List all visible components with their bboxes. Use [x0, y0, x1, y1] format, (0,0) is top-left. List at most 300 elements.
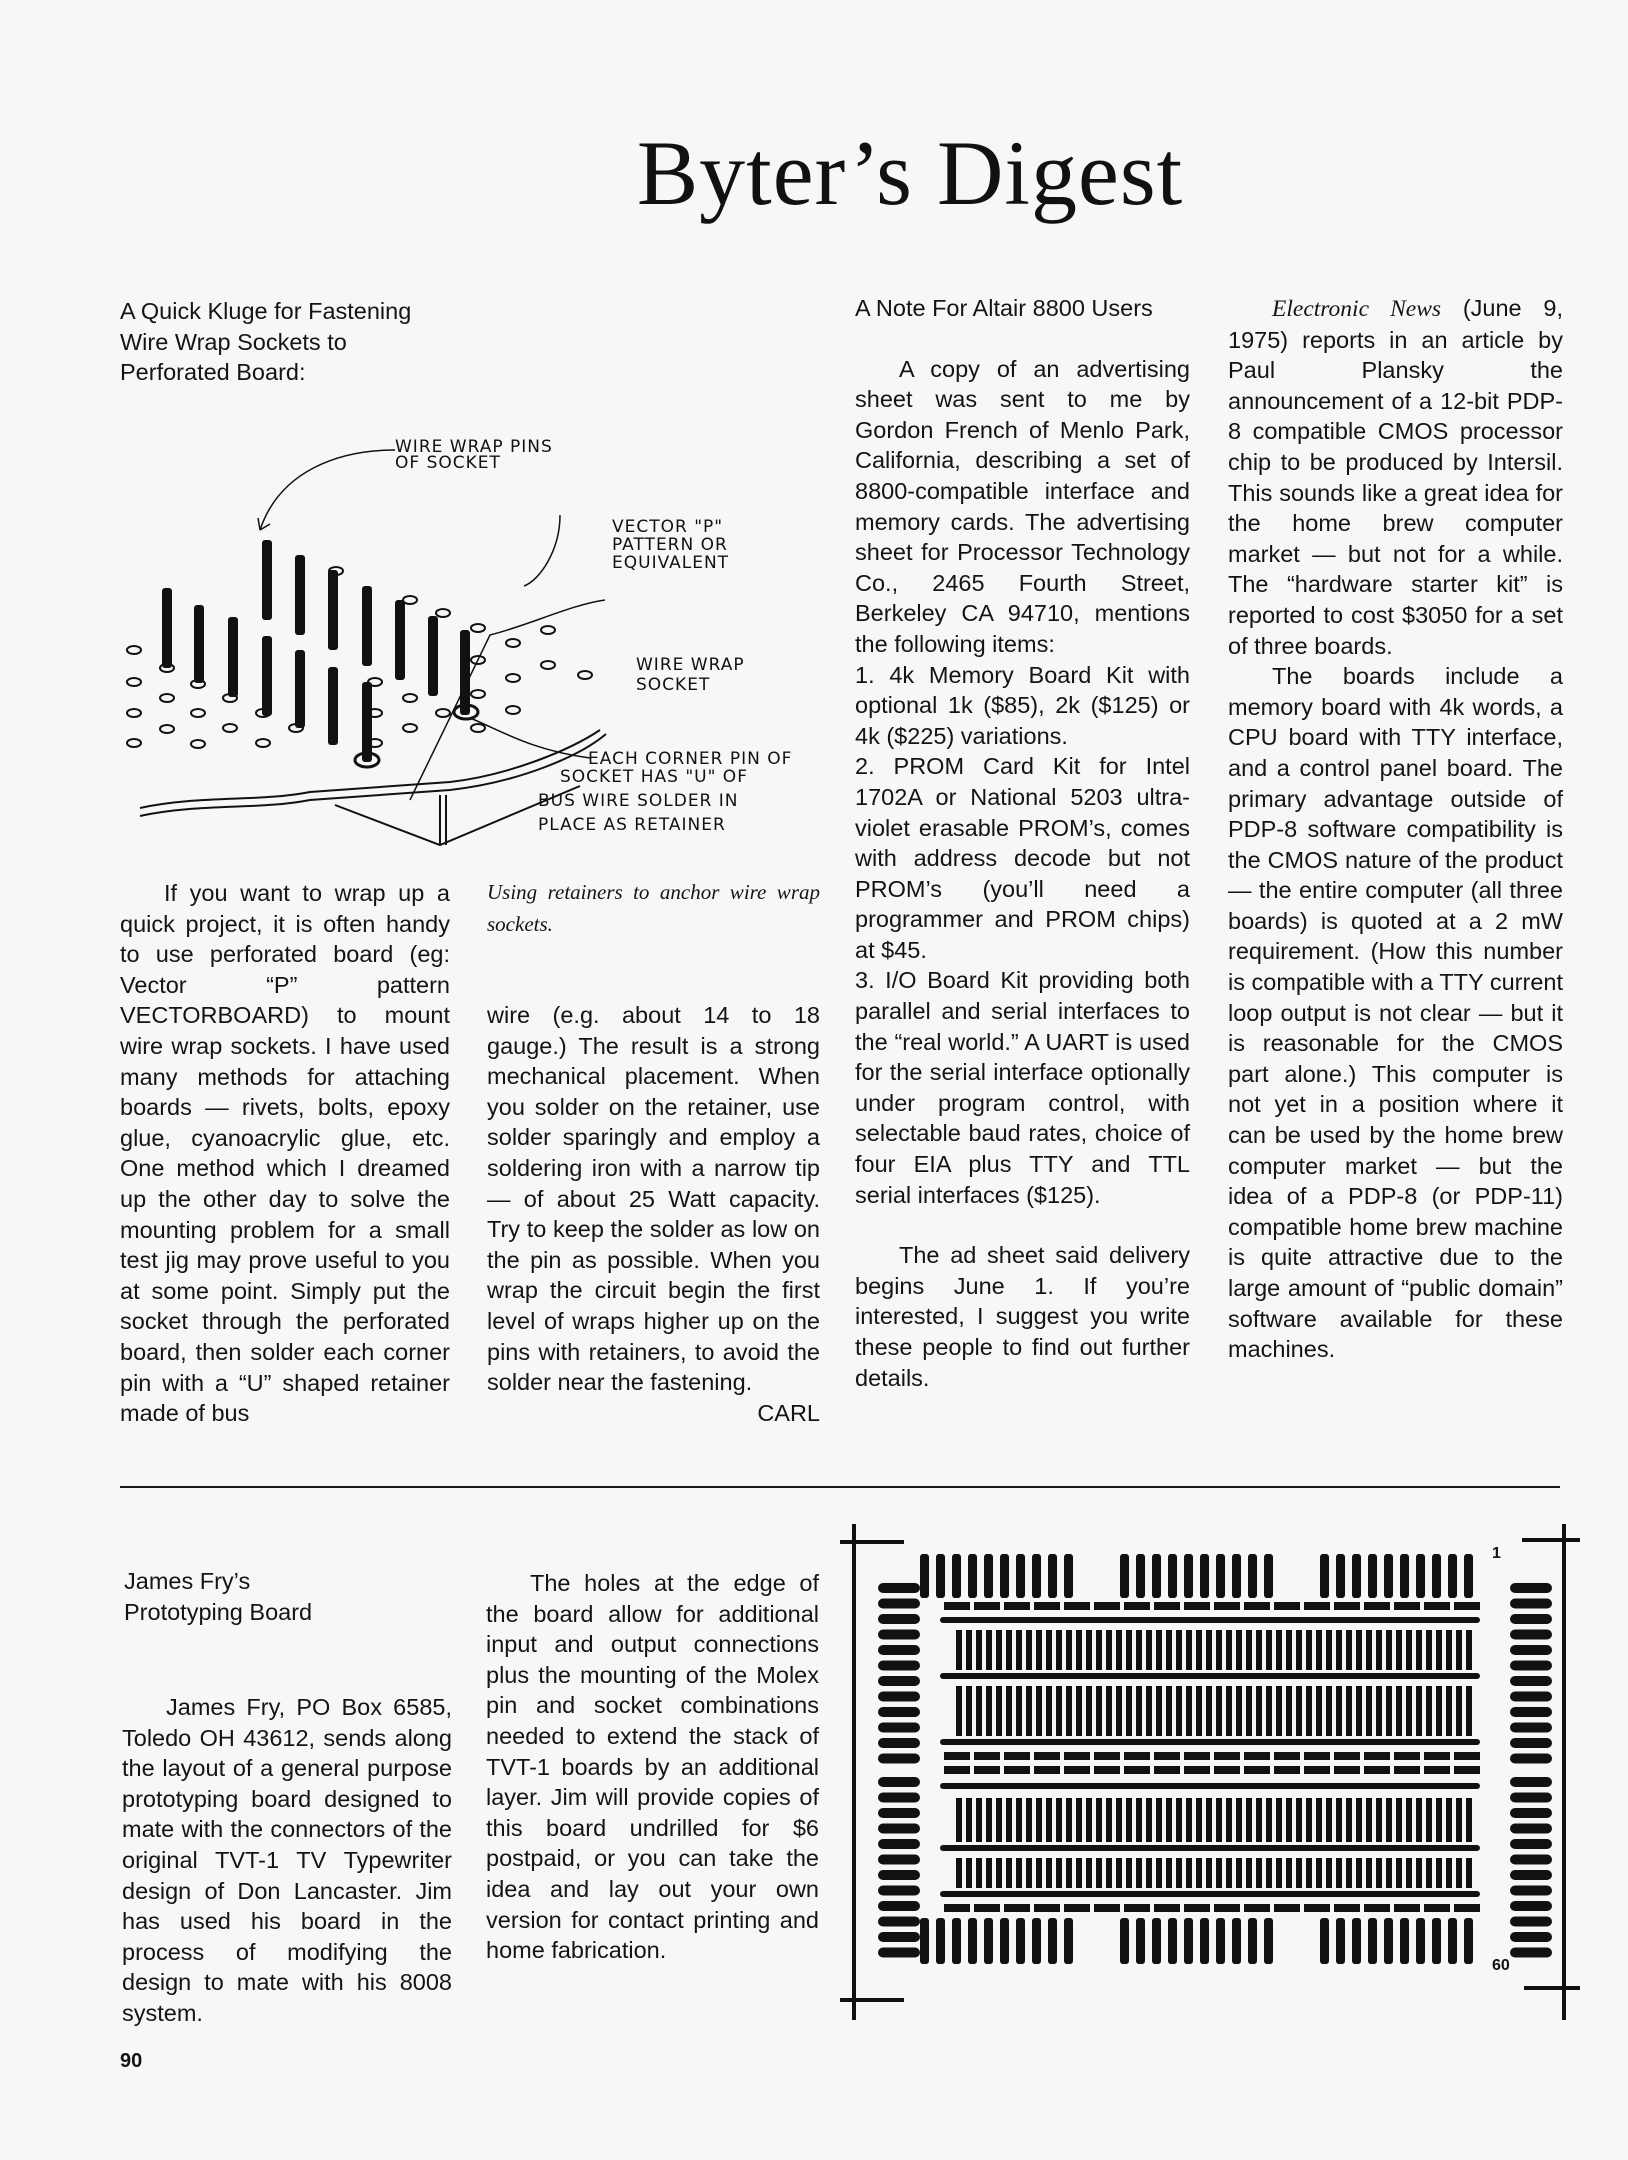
- ic-strip: [1176, 1798, 1182, 1842]
- bus-segment: [974, 1766, 1000, 1774]
- ic-strip: [1276, 1630, 1282, 1670]
- ic-strip: [1356, 1686, 1362, 1736]
- connector-finger-top: [952, 1554, 961, 1598]
- ic-strip: [1446, 1686, 1452, 1736]
- fry-heading-line1: James Fry’s: [124, 1568, 251, 1594]
- edge-pad-right: [1510, 1901, 1552, 1911]
- ic-strip: [1246, 1798, 1252, 1842]
- ic-strip: [1106, 1798, 1112, 1842]
- ic-strip: [1246, 1630, 1252, 1670]
- ic-strip: [1336, 1630, 1342, 1670]
- connector-finger-bottom: [1048, 1918, 1057, 1964]
- edge-pad-left: [878, 1901, 920, 1911]
- ic-strip: [1246, 1858, 1252, 1888]
- ic-strip: [976, 1630, 982, 1670]
- bus-segment: [1064, 1752, 1090, 1760]
- ic-strip: [1216, 1798, 1222, 1842]
- ic-strip: [1296, 1858, 1302, 1888]
- ic-strip: [1046, 1798, 1052, 1842]
- ic-strip: [1406, 1686, 1412, 1736]
- connector-finger-bottom: [1352, 1918, 1361, 1964]
- bus-line: [940, 1617, 1480, 1623]
- ic-strip: [1246, 1686, 1252, 1736]
- bus-segment: [1184, 1904, 1210, 1912]
- ic-strip: [1206, 1798, 1212, 1842]
- bus-line: [940, 1783, 1480, 1789]
- ic-strip: [1306, 1858, 1312, 1888]
- edge-pad-left: [878, 1808, 920, 1818]
- connector-finger-top: [1352, 1554, 1361, 1598]
- bus-segment: [1364, 1766, 1390, 1774]
- ic-strip: [1426, 1858, 1432, 1888]
- bus-segment: [1214, 1752, 1240, 1760]
- ic-strip: [1316, 1858, 1322, 1888]
- ic-strip: [996, 1686, 1002, 1736]
- connector-finger-bottom: [1200, 1918, 1209, 1964]
- ic-strip: [1436, 1630, 1442, 1670]
- edge-pad-left: [878, 1614, 920, 1624]
- bus-segment: [1214, 1904, 1240, 1912]
- ic-strip: [1256, 1630, 1262, 1670]
- ic-strip: [1106, 1630, 1112, 1670]
- bus-segment: [1334, 1904, 1360, 1912]
- kluge-paragraph-1: If you want to wrap up a quick project, it is often handy to use perforated board (eg: Vector “P” pattern VECTORBOARD) to mount wire wrap sockets. I have used many methods for attaching boards — rivets, bolts, epoxy glue, cyanoacrylic glue, etc. One method which I dreamed up the other day to solve the mounting problem for a small test jig may prove useful to you at some point. Simply put the socket through the perforated board, then solder each corner pin with a “U” shaped retainer made of bus: [120, 880, 450, 1427]
- bus-segment: [1184, 1752, 1210, 1760]
- ic-strip: [1136, 1686, 1142, 1736]
- ic-strip: [1106, 1686, 1112, 1736]
- ic-strip: [1016, 1858, 1022, 1888]
- edge-pad-right: [1510, 1855, 1552, 1865]
- bus-segment: [1004, 1904, 1030, 1912]
- ic-strip: [1166, 1686, 1172, 1736]
- ic-strip: [1456, 1798, 1462, 1842]
- ic-strip: [1006, 1686, 1012, 1736]
- connector-finger-bottom: [1400, 1918, 1409, 1964]
- ic-strip: [1096, 1858, 1102, 1888]
- ic-strip: [1326, 1858, 1332, 1888]
- bus-segment: [1124, 1904, 1150, 1912]
- edge-pad-left: [878, 1839, 920, 1849]
- bus-segment: [944, 1766, 970, 1774]
- ic-strip: [1146, 1686, 1152, 1736]
- label-socket-1: WIRE WRAP: [636, 655, 745, 675]
- ic-strip: [1286, 1798, 1292, 1842]
- bus-segment: [1034, 1752, 1060, 1760]
- ic-strip: [1016, 1630, 1022, 1670]
- edge-pad-right: [1510, 1886, 1552, 1896]
- ic-strip: [976, 1798, 982, 1842]
- ic-strip: [1326, 1798, 1332, 1842]
- ic-strip: [1206, 1686, 1212, 1736]
- ic-strip: [1126, 1858, 1132, 1888]
- edge-pad-left: [878, 1645, 920, 1655]
- connector-finger-bottom: [1064, 1918, 1073, 1964]
- ic-strip: [1266, 1630, 1272, 1670]
- edge-pad-left: [878, 1870, 920, 1880]
- altair-closing: The ad sheet said delivery begins June 1. If you’re interested, I suggest you write these people to find out further details.: [855, 1242, 1190, 1391]
- ic-strip: [1316, 1686, 1322, 1736]
- connector-finger-top: [1320, 1554, 1329, 1598]
- ic-strip: [1226, 1798, 1232, 1842]
- ic-strip: [1346, 1798, 1352, 1842]
- ic-strip: [996, 1630, 1002, 1670]
- bus-segment: [1064, 1904, 1090, 1912]
- ic-strip: [1176, 1630, 1182, 1670]
- bus-segment: [1394, 1752, 1420, 1760]
- connector-finger-top: [1384, 1554, 1393, 1598]
- bus-segment: [1184, 1602, 1210, 1610]
- ic-strip: [1406, 1798, 1412, 1842]
- ic-strip: [1196, 1686, 1202, 1736]
- ic-strip: [1326, 1630, 1332, 1670]
- bus-segment: [1034, 1766, 1060, 1774]
- fry-paragraph-1: James Fry, PO Box 6585, Toledo OH 43612, sends along the layout of a general purpose prototyping board designed to mate with the connectors of the original TVT-1 TV Typewriter design of Don Lancaster. Jim has used his board in the process of modifying the design to mate with his 8008 system.: [122, 1694, 452, 2026]
- connector-finger-top: [1200, 1554, 1209, 1598]
- ic-strip: [956, 1858, 962, 1888]
- ic-strip: [1066, 1630, 1072, 1670]
- ic-strip: [1406, 1858, 1412, 1888]
- edge-pad-right: [1510, 1630, 1552, 1640]
- ic-strip: [1056, 1630, 1062, 1670]
- ic-strip: [1116, 1858, 1122, 1888]
- ic-strip: [1386, 1798, 1392, 1842]
- ic-strip: [1356, 1798, 1362, 1842]
- connector-finger-top: [936, 1554, 945, 1598]
- connector-finger-top: [1064, 1554, 1073, 1598]
- connector-finger-top: [1416, 1554, 1425, 1598]
- ic-strip: [1286, 1630, 1292, 1670]
- connector-finger-bottom: [1032, 1918, 1041, 1964]
- ic-strip: [1076, 1858, 1082, 1888]
- bus-segment: [944, 1752, 970, 1760]
- ic-strip: [1056, 1858, 1062, 1888]
- ic-strip: [1056, 1686, 1062, 1736]
- ic-strip: [1066, 1686, 1072, 1736]
- connector-finger-top: [1368, 1554, 1377, 1598]
- bus-segment: [1274, 1752, 1300, 1760]
- ic-strip: [1026, 1686, 1032, 1736]
- altair-article: [855, 293, 1190, 1393]
- ic-strip: [976, 1686, 982, 1736]
- connector-finger-top: [1336, 1554, 1345, 1598]
- bus-segment: [1124, 1766, 1150, 1774]
- bus-segment: [974, 1904, 1000, 1912]
- connector-finger-top: [1400, 1554, 1409, 1598]
- ic-strip: [1386, 1686, 1392, 1736]
- bus-segment: [1424, 1766, 1450, 1774]
- ic-strip: [1026, 1798, 1032, 1842]
- ic-strip: [986, 1686, 992, 1736]
- ic-strip: [1236, 1630, 1242, 1670]
- page-title: Byter’s Digest: [636, 122, 1184, 224]
- ic-strip: [1066, 1798, 1072, 1842]
- ic-strip: [1326, 1686, 1332, 1736]
- ic-strip: [1136, 1798, 1142, 1842]
- pdp8-paragraph-1-text: (June 9, 1975) reports in an article by Paul Plansky the announcement of a 12-bit PDP-8 compatible CMOS processor chip to be produced by Intersil. This sounds like a great idea for the home brew computer market — but not for a while. The “hardware starter kit” is reported to cost $3050 for a set of three boards.: [1228, 295, 1563, 659]
- ic-strip: [976, 1858, 982, 1888]
- bus-segment: [944, 1602, 970, 1610]
- label-corner-3: BUS WIRE SOLDER IN: [538, 791, 739, 811]
- bus-segment: [1124, 1752, 1150, 1760]
- ic-strip: [1186, 1630, 1192, 1670]
- ic-strip: [1286, 1858, 1292, 1888]
- connector-finger-top: [1152, 1554, 1161, 1598]
- connector-finger-bottom: [1368, 1918, 1377, 1964]
- ic-strip: [1416, 1858, 1422, 1888]
- ic-strip: [1456, 1630, 1462, 1670]
- ic-strip: [966, 1630, 972, 1670]
- ic-strip: [1046, 1858, 1052, 1888]
- bus-segment: [1154, 1766, 1180, 1774]
- ic-strip: [1006, 1630, 1012, 1670]
- ic-strip: [1136, 1858, 1142, 1888]
- ic-strip: [1156, 1686, 1162, 1736]
- connector-finger-bottom: [1464, 1918, 1473, 1964]
- connector-finger-top: [984, 1554, 993, 1598]
- connector-finger-bottom: [1232, 1918, 1241, 1964]
- ic-strip: [956, 1798, 962, 1842]
- ic-strip: [1396, 1798, 1402, 1842]
- bus-segment: [1004, 1602, 1030, 1610]
- ic-strip: [1306, 1686, 1312, 1736]
- ic-strip: [1076, 1798, 1082, 1842]
- ic-strip: [1336, 1858, 1342, 1888]
- ic-strip: [1216, 1686, 1222, 1736]
- bus-segment: [1034, 1602, 1060, 1610]
- bus-segment: [1364, 1602, 1390, 1610]
- ic-strip: [1146, 1858, 1152, 1888]
- bus-segment: [1034, 1904, 1060, 1912]
- ic-strip: [986, 1858, 992, 1888]
- bus-segment: [974, 1752, 1000, 1760]
- edge-pad-left: [878, 1661, 920, 1671]
- ic-strip: [1456, 1686, 1462, 1736]
- edge-pad-right: [1510, 1917, 1552, 1927]
- bus-segment: [1214, 1766, 1240, 1774]
- ic-strip: [1276, 1858, 1282, 1888]
- ic-strip: [986, 1798, 992, 1842]
- bus-segment: [1304, 1602, 1330, 1610]
- bus-segment: [1094, 1766, 1120, 1774]
- kluge-heading: A Quick Kluge for Fastening Wire Wrap Sockets to Perforated Board:: [120, 298, 412, 386]
- connector-finger-top: [1048, 1554, 1057, 1598]
- ic-strip: [1116, 1798, 1122, 1842]
- ic-strip: [1236, 1686, 1242, 1736]
- ic-strip: [1036, 1798, 1042, 1842]
- edge-pad-left: [878, 1917, 920, 1927]
- ic-strip: [956, 1630, 962, 1670]
- ic-strip: [1346, 1630, 1352, 1670]
- label-corner-2: SOCKET HAS "U" OF: [560, 767, 748, 787]
- edge-pad-right: [1510, 1824, 1552, 1834]
- bus-segment: [1004, 1752, 1030, 1760]
- connector-finger-bottom: [984, 1918, 993, 1964]
- ic-strip: [1466, 1858, 1472, 1888]
- ic-strip: [996, 1798, 1002, 1842]
- ic-strip: [1426, 1630, 1432, 1670]
- ic-strip: [1276, 1686, 1282, 1736]
- bus-segment: [1274, 1766, 1300, 1774]
- connector-finger-top: [1120, 1554, 1129, 1598]
- label-socket-2: SOCKET: [636, 675, 711, 695]
- bus-segment: [1424, 1602, 1450, 1610]
- ic-strip: [1236, 1858, 1242, 1888]
- ic-strip: [1126, 1630, 1132, 1670]
- ic-strip: [1296, 1686, 1302, 1736]
- connector-finger-bottom: [936, 1918, 945, 1964]
- prototyping-board-layout: [840, 1510, 1580, 2030]
- edge-pad-left: [878, 1824, 920, 1834]
- ic-strip: [1256, 1686, 1262, 1736]
- altair-item-3: 3. I/O Board Kit providing both parallel and serial interfaces to the “real world.” A UART is used for the serial interface optionally under program control, with selectable baud rates, choice of four EIA plus TTY and TTL serial interfaces ($125).: [855, 967, 1190, 1208]
- ic-strip: [1096, 1686, 1102, 1736]
- ic-strip: [1406, 1630, 1412, 1670]
- ic-strip: [1266, 1686, 1272, 1736]
- edge-pad-right: [1510, 1614, 1552, 1624]
- kluge-paragraph-2: wire (e.g. about 14 to 18 gauge.) The result is a strong mechanical placement. When you solder on the retainer, use solder sparingly and employ a soldering iron with a narrow tip — of about 25 Watt capacity. Try to keep the solder as low on the pin as possible. When you wrap the circuit begin the first level of wraps higher up on the pins with retainers, to avoid the solder near the fastening.: [487, 1002, 820, 1396]
- ic-strip: [1096, 1798, 1102, 1842]
- bus-segment: [1334, 1752, 1360, 1760]
- edge-pad-left: [878, 1948, 920, 1958]
- connector-finger-bottom: [1216, 1918, 1225, 1964]
- ic-strip: [1106, 1858, 1112, 1888]
- ic-strip: [1376, 1686, 1382, 1736]
- ic-strip: [1196, 1858, 1202, 1888]
- connector-finger-top: [1016, 1554, 1025, 1598]
- edge-pad-right: [1510, 1738, 1552, 1748]
- ic-strip: [1366, 1630, 1372, 1670]
- ic-strip: [1176, 1858, 1182, 1888]
- bus-segment: [1304, 1904, 1330, 1912]
- fry-body-col1: [122, 1692, 452, 2029]
- connector-finger-top: [1232, 1554, 1241, 1598]
- ic-strip: [1166, 1798, 1172, 1842]
- label-vector-3: EQUIVALENT: [612, 553, 730, 573]
- ic-strip: [1156, 1798, 1162, 1842]
- ic-strip: [1036, 1858, 1042, 1888]
- edge-pad-right: [1510, 1661, 1552, 1671]
- ic-strip: [1366, 1798, 1372, 1842]
- ic-strip: [1116, 1686, 1122, 1736]
- ic-strip: [1216, 1858, 1222, 1888]
- ic-strip: [1186, 1858, 1192, 1888]
- ic-strip: [1336, 1686, 1342, 1736]
- ic-strip: [1186, 1798, 1192, 1842]
- connector-finger-top: [968, 1554, 977, 1598]
- ic-strip: [1466, 1798, 1472, 1842]
- fry-body-col2: [486, 1568, 819, 1966]
- ic-strip: [1076, 1686, 1082, 1736]
- ic-strip: [1126, 1686, 1132, 1736]
- ic-strip: [1296, 1630, 1302, 1670]
- ic-strip: [1296, 1798, 1302, 1842]
- edge-pad-left: [878, 1707, 920, 1717]
- pin-1-label: 1: [1492, 1545, 1501, 1562]
- ic-strip: [1436, 1798, 1442, 1842]
- kluge-signature: CARL: [757, 1399, 820, 1426]
- connector-finger-top: [1000, 1554, 1009, 1598]
- edge-pad-right: [1510, 1707, 1552, 1717]
- bus-segment: [944, 1904, 970, 1912]
- connector-finger-bottom: [1168, 1918, 1177, 1964]
- edge-pad-right: [1510, 1599, 1552, 1609]
- ic-strip: [1416, 1686, 1422, 1736]
- connector-finger-bottom: [952, 1918, 961, 1964]
- ic-strip: [1146, 1630, 1152, 1670]
- ic-strip: [1376, 1630, 1382, 1670]
- ic-strip: [1446, 1798, 1452, 1842]
- bus-line: [940, 1673, 1480, 1679]
- ic-strip: [1466, 1686, 1472, 1736]
- ic-strip: [1036, 1686, 1042, 1736]
- ic-strip: [1016, 1798, 1022, 1842]
- ic-strip: [966, 1686, 972, 1736]
- connector-finger-bottom: [1152, 1918, 1161, 1964]
- ic-strip: [1426, 1798, 1432, 1842]
- ic-strip: [1386, 1630, 1392, 1670]
- bus-segment: [1094, 1904, 1120, 1912]
- edge-pad-left: [878, 1583, 920, 1593]
- connector-finger-top: [1184, 1554, 1193, 1598]
- label-vector-1: VECTOR "P": [612, 517, 724, 537]
- ic-strip: [1156, 1630, 1162, 1670]
- ic-strip: [1456, 1858, 1462, 1888]
- ic-strip: [966, 1858, 972, 1888]
- bus-segment: [1364, 1904, 1390, 1912]
- connector-finger-top: [1136, 1554, 1145, 1598]
- ic-strip: [1466, 1630, 1472, 1670]
- ic-strip: [1186, 1686, 1192, 1736]
- ic-strip: [1206, 1630, 1212, 1670]
- ic-strip: [1286, 1686, 1292, 1736]
- connector-finger-bottom: [1120, 1918, 1129, 1964]
- ic-strip: [1006, 1798, 1012, 1842]
- ic-strip: [1396, 1630, 1402, 1670]
- ic-strip: [1036, 1630, 1042, 1670]
- ic-strip: [1046, 1630, 1052, 1670]
- ic-strip: [1146, 1798, 1152, 1842]
- bus-line: [940, 1739, 1480, 1745]
- edge-pad-right: [1510, 1777, 1552, 1787]
- ic-strip: [1366, 1858, 1372, 1888]
- kluge-body-col2: [487, 1000, 820, 1428]
- fry-paragraph-2: The holes at the edge of the board allow for additional input and output connections plus the mounting of the Molex pin and socket combinations needed to extend the stack of TVT-1 boards by an additional layer. Jim will provide copies of this board undrilled for $6 postpaid, or you can take the idea and lay out your own version for contact printing and home fabrication.: [486, 1570, 819, 1964]
- ic-strip: [1336, 1798, 1342, 1842]
- edge-pad-right: [1510, 1839, 1552, 1849]
- connector-finger-top: [1464, 1554, 1473, 1598]
- edge-pad-right: [1510, 1692, 1552, 1702]
- ic-strip: [1086, 1630, 1092, 1670]
- edge-pad-left: [878, 1932, 920, 1942]
- edge-pad-left: [878, 1676, 920, 1686]
- fry-heading-line2: Prototyping Board: [124, 1598, 313, 1625]
- bus-segment: [1424, 1904, 1450, 1912]
- ic-strip: [1166, 1630, 1172, 1670]
- bus-line: [940, 1891, 1480, 1897]
- ic-strip: [1046, 1686, 1052, 1736]
- ic-strip: [1116, 1630, 1122, 1670]
- edge-pad-left: [878, 1777, 920, 1787]
- wire-wrap-pins: [162, 540, 470, 762]
- bus-segment: [1424, 1752, 1450, 1760]
- connector-finger-bottom: [1016, 1918, 1025, 1964]
- ic-strip: [1436, 1858, 1442, 1888]
- ic-strip: [1166, 1858, 1172, 1888]
- bus-segment: [1454, 1766, 1480, 1774]
- connector-finger-bottom: [1416, 1918, 1425, 1964]
- ic-strip: [1226, 1858, 1232, 1888]
- bus-segment: [974, 1602, 1000, 1610]
